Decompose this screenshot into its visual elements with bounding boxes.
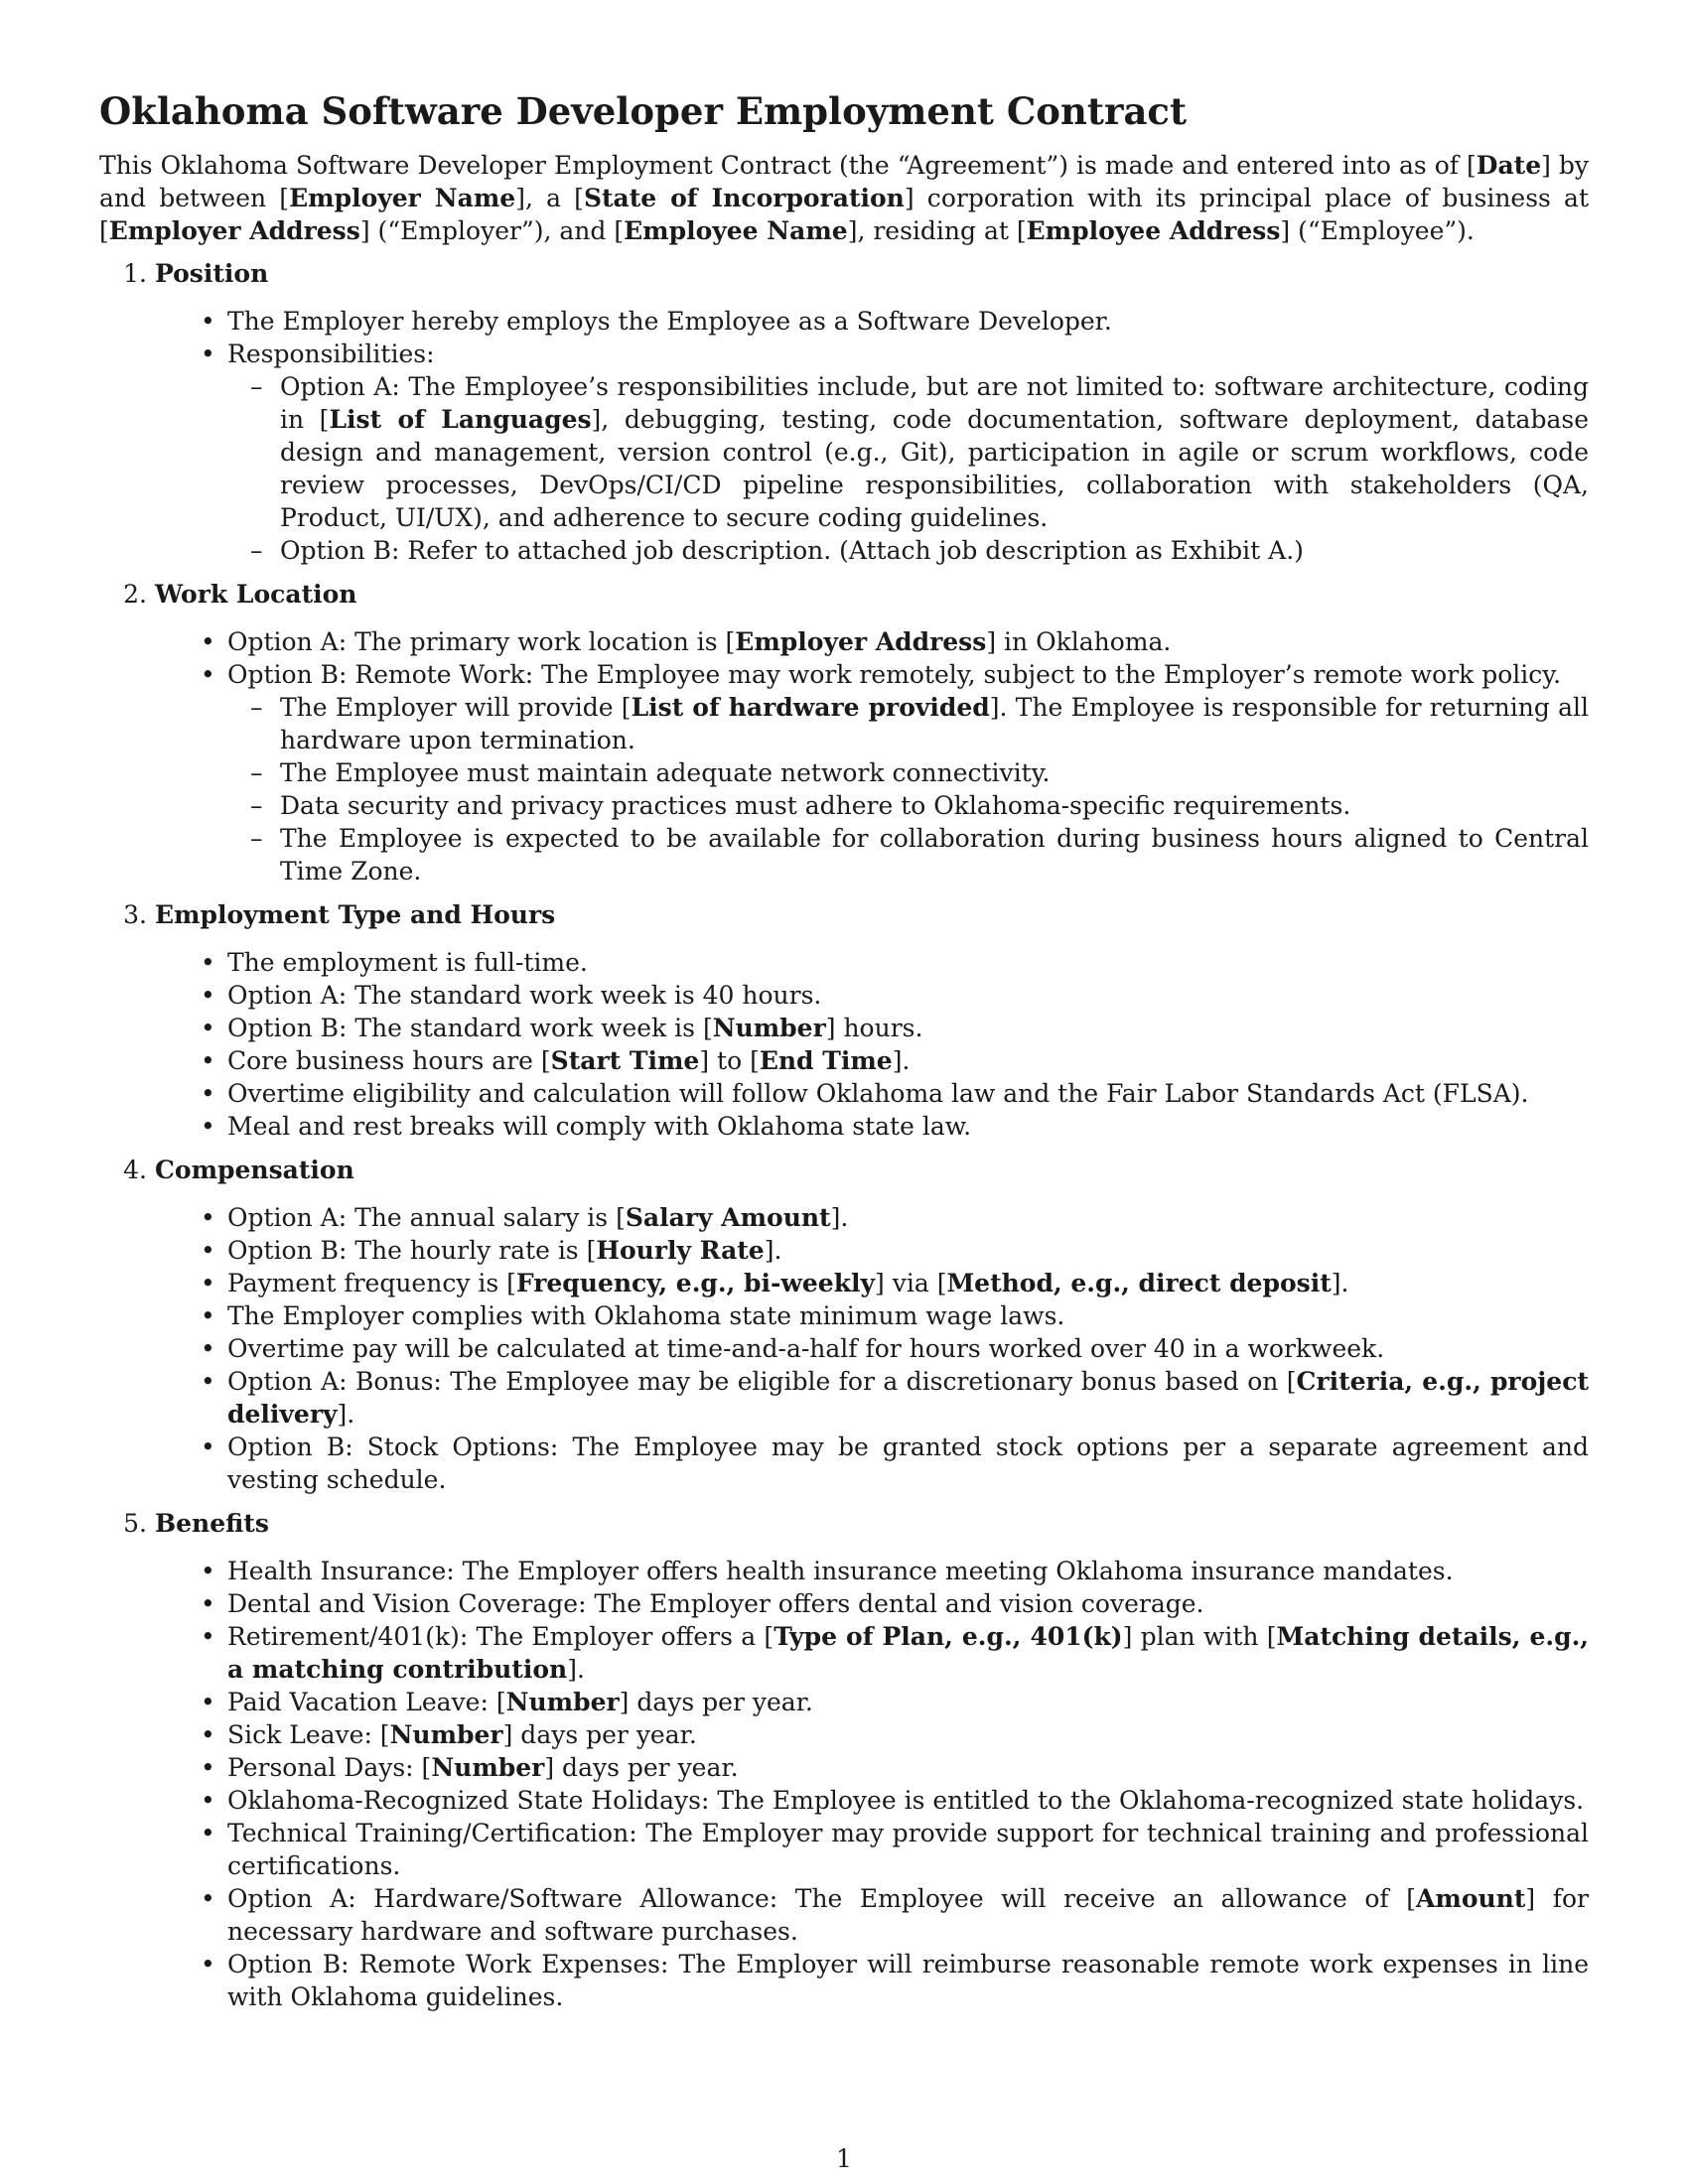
placeholder: List of hardware provided	[631, 693, 990, 722]
placeholder: Hourly Rate	[596, 1236, 765, 1265]
text: ] via [	[875, 1269, 947, 1297]
list-item	[99, 1365, 1589, 1431]
section-work-location	[99, 578, 1589, 887]
section-benefits	[99, 1507, 1589, 2013]
list-item: • Overtime eligibility and calculation will follow Oklahoma law and the Fair Labor Standards Act (FLSA).	[99, 1077, 1589, 1110]
section-number: 1.	[123, 259, 147, 288]
text: Option A: The Employee’s responsibilities include, but are not limited to: software architecture, coding in [	[280, 372, 1589, 434]
section-title: Work Location	[155, 580, 357, 609]
list-item: • Option A: The standard work week is 40 hours.	[99, 979, 1589, 1012]
intro-text: ] by and between [	[99, 151, 1590, 212]
list-item: • Option B: Stock Options: The Employee may be granted stock options per a separate agreement and vesting schedule.	[99, 1431, 1589, 1496]
text: Option B: The standard work week is [	[227, 1014, 713, 1042]
text: ].	[337, 1400, 355, 1429]
bullet-list	[99, 1201, 1589, 1496]
placeholder: Frequency, e.g., bi-weekly	[515, 1269, 876, 1297]
text: ].	[1331, 1269, 1349, 1297]
intro-paragraph	[99, 149, 1589, 247]
text: Option A: The primary work location is [	[227, 627, 736, 656]
list-item	[99, 1201, 1589, 1234]
sub-list-item	[99, 370, 1589, 534]
list-item: • The employment is full-time.	[99, 946, 1589, 979]
list-item	[99, 1267, 1589, 1299]
section-title: Compensation	[155, 1156, 354, 1184]
list-item	[99, 1686, 1589, 1718]
text: The Employer will provide [	[280, 693, 632, 722]
intro-text: ] (“Employer”), and [	[359, 216, 625, 245]
text: ] plan with [	[1122, 1622, 1277, 1651]
placeholder: Method, e.g., direct deposit	[946, 1269, 1332, 1297]
text: ] days per year.	[502, 1720, 697, 1749]
section-compensation	[99, 1154, 1589, 1496]
text: ].	[567, 1655, 585, 1684]
text: Retirement/401(k): The Employer offers a [	[227, 1622, 774, 1651]
text: ] hours.	[825, 1014, 923, 1042]
section-title: Benefits	[155, 1509, 269, 1538]
text: ].	[764, 1236, 782, 1265]
text: Option A: Hardware/Software Allowance: The Employee will receive an allowance of [	[227, 1884, 1416, 1913]
list-item: • The Employer hereby employs the Employee as a Software Developer.	[99, 305, 1589, 338]
section-title: Position	[155, 259, 269, 288]
text: ].	[830, 1203, 849, 1232]
text: ] for necessary hardware and software purchases.	[227, 1884, 1589, 1946]
placeholder-employer-name: Employer Name	[289, 184, 516, 212]
placeholder: Employer Address	[735, 627, 987, 656]
sub-list-item: – Data security and privacy practices must adhere to Oklahoma-specific requirements.	[99, 789, 1589, 822]
list-item: • Overtime pay will be calculated at time-and-a-half for hours worked over 40 in a workweek.	[99, 1332, 1589, 1365]
sub-list	[227, 370, 1589, 567]
placeholder: End Time	[759, 1046, 893, 1075]
section-number: 3.	[123, 900, 147, 929]
text: Payment frequency is [	[227, 1269, 516, 1297]
section-employment-type	[99, 898, 1589, 1143]
list-item: • Oklahoma-Recognized State Holidays: The Employee is entitled to the Oklahoma-recognized state holidays.	[99, 1784, 1589, 1817]
text: ] in Oklahoma.	[986, 627, 1172, 656]
placeholder-date: Date	[1476, 151, 1542, 180]
list-item	[99, 625, 1589, 658]
bullet-list	[99, 946, 1589, 1143]
placeholder: Number	[389, 1720, 503, 1749]
list-item	[99, 1751, 1589, 1784]
intro-text: ], a [	[515, 184, 584, 212]
list-item-text: Option B: Remote Work: The Employee may work remotely, subject to the Employer’s remote work policy.	[227, 660, 1562, 689]
document-title: Oklahoma Software Developer Employment Contract	[99, 89, 1188, 133]
section-heading	[99, 257, 1589, 290]
contract-page	[99, 87, 1589, 2024]
list-item: • Dental and Vision Coverage: The Employer offers dental and vision coverage.	[99, 1587, 1589, 1620]
text: Option A: The annual salary is [	[227, 1203, 626, 1232]
intro-text: ] corporation with its principal place of business at [	[99, 184, 1590, 245]
placeholder: Amount	[1415, 1884, 1526, 1913]
sub-list-item: – The Employee must maintain adequate network connectivity.	[99, 756, 1589, 789]
sections-list	[99, 257, 1589, 2013]
intro-text: This Oklahoma Software Developer Employment Contract (the “Agreement”) is made and entered into as of [	[99, 151, 1477, 180]
section-heading	[99, 898, 1589, 931]
list-item	[99, 658, 1589, 887]
placeholder: Type of Plan, e.g., 401(k)	[774, 1622, 1123, 1651]
page-number: 1	[836, 2144, 852, 2173]
list-item	[99, 1882, 1589, 1948]
placeholder: Start Time	[550, 1046, 700, 1075]
placeholder: Matching details, e.g., a matching contribution	[227, 1622, 1589, 1684]
placeholder-employee-name: Employee Name	[624, 216, 848, 245]
list-item	[99, 338, 1589, 567]
section-heading	[99, 578, 1589, 611]
intro-text: ], residing at [	[847, 216, 1027, 245]
list-item-text: Responsibilities:	[227, 340, 435, 368]
text: Option B: The hourly rate is [	[227, 1236, 597, 1265]
section-position	[99, 257, 1589, 567]
list-item: • Health Insurance: The Employer offers health insurance meeting Oklahoma insurance mandates.	[99, 1555, 1589, 1587]
placeholder-employee-address: Employee Address	[1026, 216, 1281, 245]
intro-text: ] (“Employee”).	[1280, 216, 1475, 245]
section-number: 2.	[123, 580, 147, 609]
bullet-list	[99, 305, 1589, 567]
list-item	[99, 1234, 1589, 1267]
bullet-list	[99, 1555, 1589, 2013]
list-item: • Meal and rest breaks will comply with Oklahoma state law.	[99, 1110, 1589, 1143]
list-item	[99, 1718, 1589, 1751]
sub-list-item: – The Employee is expected to be available for collaboration during business hours aligned to Central Time Zone.	[99, 822, 1589, 887]
list-item	[99, 1620, 1589, 1686]
text: ] days per year.	[619, 1688, 813, 1716]
text: Sick Leave: [	[227, 1720, 390, 1749]
section-number: 4.	[123, 1156, 147, 1184]
list-item	[99, 1012, 1589, 1044]
text: Personal Days: [	[227, 1753, 432, 1782]
text: Option A: Bonus: The Employee may be eligible for a discretionary bonus based on [	[227, 1367, 1297, 1396]
section-heading	[99, 1154, 1589, 1186]
list-item: • Technical Training/Certification: The Employer may provide support for technical training and professional certifications.	[99, 1817, 1589, 1882]
list-item: • The Employer complies with Oklahoma state minimum wage laws.	[99, 1299, 1589, 1332]
text: Core business hours are [	[227, 1046, 551, 1075]
list-item: • Option B: Remote Work Expenses: The Employer will reimburse reasonable remote work expenses in line with Oklahoma guidelines.	[99, 1948, 1589, 2013]
list-item	[99, 1044, 1589, 1077]
text: ] to [	[699, 1046, 760, 1075]
sub-list	[227, 691, 1589, 887]
text: Paid Vacation Leave: [	[227, 1688, 506, 1716]
placeholder-state: State of Incorporation	[583, 184, 905, 212]
section-title: Employment Type and Hours	[155, 900, 556, 929]
section-number: 5.	[123, 1509, 147, 1538]
placeholder: List of Languages	[329, 405, 592, 434]
text: ] days per year.	[544, 1753, 739, 1782]
bullet-list	[99, 625, 1589, 887]
placeholder-employer-address: Employer Address	[108, 216, 360, 245]
placeholder: Number	[505, 1688, 620, 1716]
text: ]. The Employee is responsible for returning all hardware upon termination.	[280, 693, 1589, 754]
placeholder: Number	[712, 1014, 826, 1042]
placeholder: Criteria, e.g., project delivery	[227, 1367, 1589, 1429]
sub-list-item	[99, 691, 1589, 756]
placeholder: Salary Amount	[625, 1203, 831, 1232]
placeholder: Number	[431, 1753, 545, 1782]
text: ].	[892, 1046, 911, 1075]
text: ], debugging, testing, code documentation, software deployment, database design and management, version control (e.g., Git), participation in agile or scrum workflows, code review processes, DevOps/CI/CD pipeline responsibilities, collaboration with stakeholders (QA, Product, UI/UX), and adherence to secure coding guidelines.	[280, 405, 1589, 532]
section-heading	[99, 1507, 1589, 1540]
sub-list-item: – Option B: Refer to attached job description. (Attach job description as Exhibit A.)	[99, 534, 1589, 567]
